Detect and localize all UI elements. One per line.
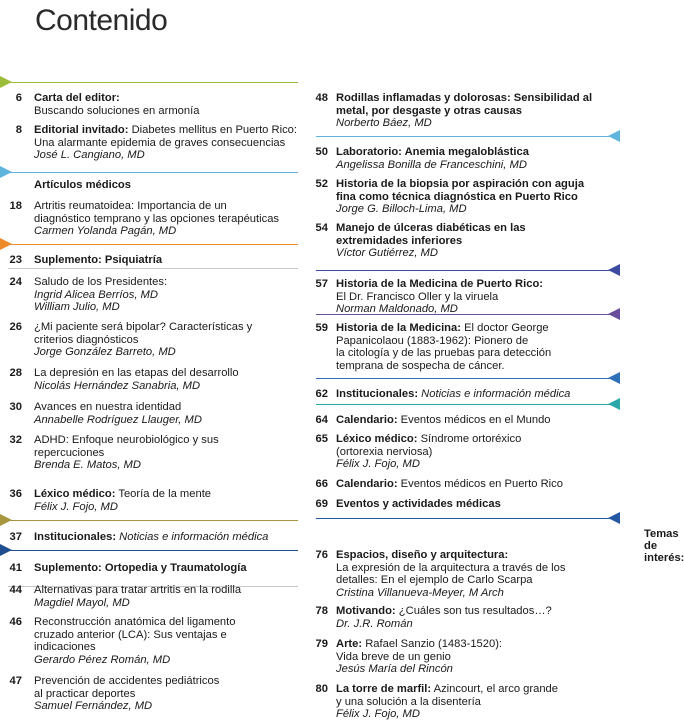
entry-author: Norman Maldonado, MD	[336, 303, 458, 316]
page-number: 76	[315, 549, 328, 561]
entry-title: diagnóstico temprano y las opciones terapéuticas	[34, 212, 280, 225]
entry-author: Ingrid Alicea Berríos, MD	[34, 288, 158, 301]
page-number: 47	[9, 675, 22, 687]
entry-author: Víctor Gutiérrez, MD	[336, 247, 438, 260]
divider-gray-1	[8, 268, 298, 269]
entry-title: cruzado anterior (LCA): Sus ventajas e	[34, 628, 227, 641]
entry-author: Jesús María del Rincón	[336, 663, 453, 676]
entry-subtitle: Diabetes mellitus en Puerto Rico:	[131, 124, 297, 136]
toc-entry[interactable]	[0, 616, 310, 668]
entry-title: Suplemento: Psiquiatría	[34, 254, 163, 266]
entry-subtitle: El Dr. Francisco Oller y la viruela	[336, 290, 499, 303]
entry-title: Rodillas inflamadas y dolorosas: Sensibilidad al	[336, 92, 593, 104]
entry-title: Espacios, diseño y arquitectura:	[336, 549, 509, 561]
entry-title: Institucionales:	[336, 388, 419, 400]
toc-entry[interactable]	[308, 433, 620, 471]
page-number: 78	[315, 605, 328, 617]
entry-author: Brenda E. Matos, MD	[34, 459, 141, 472]
toc-entry[interactable]	[308, 414, 620, 428]
toc-entry[interactable]	[0, 488, 310, 514]
page-number: 69	[315, 498, 328, 510]
entry-title: extremidades inferiores	[336, 234, 463, 247]
entry-subtitle: Papanicolaou (1883-1962): Pionero de	[336, 334, 529, 347]
entry-subtitle: detalles: En el ejemplo de Carlo Scarpa	[336, 574, 533, 587]
page-number: 48	[315, 92, 328, 104]
toc-entry[interactable]	[0, 124, 310, 164]
page-number: 80	[315, 683, 328, 695]
entry-title: Reconstrucción anatómica del ligamento	[34, 616, 236, 628]
entry-title: Eventos y actividades médicas	[336, 498, 501, 510]
page-number: 18	[9, 200, 22, 212]
toc-entry[interactable]	[308, 549, 620, 599]
toc-entry[interactable]	[308, 146, 620, 172]
entry-subtitle: Eventos médicos en Puerto Rico	[400, 478, 563, 490]
entry-title: criterios diagnósticos	[34, 333, 139, 346]
divider-right-teal	[316, 404, 620, 405]
toc-entry[interactable]	[0, 367, 310, 393]
entry-subtitle: El doctor George	[464, 322, 549, 334]
entry-author: José L. Cangiano, MD	[34, 149, 145, 162]
page-number: 46	[9, 616, 22, 628]
page-number: 65	[315, 433, 328, 445]
entry-title: Historia de la Medicina de Puerto Rico:	[336, 278, 544, 290]
entry-author: William Julio, MD	[34, 301, 120, 314]
page-number: 64	[315, 414, 328, 426]
entry-author: Félix J. Fojo, MD	[336, 708, 420, 721]
toc-entry[interactable]	[0, 200, 310, 238]
toc-entry[interactable]	[0, 92, 310, 118]
entry-title: Léxico médico:	[34, 488, 116, 500]
entry-author: Gerardo Pérez Román, MD	[34, 653, 171, 666]
entry-subtitle: Síndrome ortoréxico	[420, 433, 522, 445]
entry-subtitle: Noticias e información médica	[421, 388, 571, 400]
page-title: Contenido	[35, 4, 168, 37]
darkblue-marker-right	[608, 512, 620, 524]
divider-right-darkblue	[316, 518, 620, 519]
toc-entry[interactable]	[0, 562, 310, 576]
entry-title: Alternativas para tratar artritis en la rodilla	[34, 584, 242, 596]
page-number: 30	[9, 401, 22, 413]
entry-title: Carta del editor:	[34, 92, 120, 104]
entry-title: Motivando:	[336, 605, 396, 617]
indigo-marker-right	[608, 264, 620, 276]
entry-title: La depresión en las etapas del desarrollo	[34, 367, 239, 379]
divider-orange	[0, 244, 298, 245]
toc-entry[interactable]	[308, 388, 620, 402]
entry-title: Calendario:	[336, 414, 398, 426]
page-number: 79	[315, 638, 328, 650]
entry-title: Editorial invitado:	[34, 124, 129, 136]
page-number: 41	[9, 562, 22, 574]
entry-author: Annabelle Rodríguez Llauger, MD	[34, 413, 202, 426]
page-number: 54	[315, 222, 328, 234]
entry-title: indicaciones	[34, 641, 96, 654]
divider-right-lightblue	[316, 136, 620, 137]
toc-entry[interactable]	[308, 322, 620, 374]
page-number: 8	[15, 124, 22, 136]
section-heading: Temas de interés:	[644, 528, 684, 564]
entry-subtitle: Teoría de la mente	[118, 488, 212, 500]
entry-title: Calendario:	[336, 478, 398, 490]
entry-title: metal, por desgaste y otras causas	[336, 104, 522, 117]
entry-title: La torre de marfil:	[336, 683, 432, 695]
page-number: 24	[9, 276, 22, 288]
entry-title: Historia de la biopsia por aspiración con aguja	[336, 178, 585, 190]
page-number: 37	[9, 531, 22, 543]
entry-subtitle: Noticias e información médica	[119, 531, 269, 543]
section-heading: Artículos médicos	[34, 179, 131, 191]
entry-title: Saludo de los Presidentes:	[34, 276, 168, 288]
entry-title: fina como técnica diagnóstica en Puerto Rico	[336, 190, 578, 203]
entry-title: Manejo de úlceras diabéticas en las	[336, 222, 526, 234]
page-number: 32	[9, 434, 22, 446]
toc-entry[interactable]	[308, 605, 620, 631]
toc-entry[interactable]	[0, 254, 310, 268]
entry-subtitle: ¿Cuáles son tus resultados…?	[398, 605, 552, 617]
entry-title: Arte:	[336, 638, 363, 650]
toc-entry[interactable]	[308, 638, 620, 676]
page-number: 62	[315, 388, 328, 400]
divider-green	[0, 82, 298, 83]
page-number: 23	[9, 254, 22, 266]
entry-author: Norberto Báez, MD	[336, 117, 432, 130]
entry-title: Historia de la Medicina:	[336, 322, 461, 334]
page-number: 66	[315, 478, 328, 490]
toc-entry[interactable]	[0, 675, 310, 713]
entry-subtitle: Buscando soluciones en armonía	[34, 104, 200, 117]
page-number: 57	[315, 278, 328, 290]
toc-entry[interactable]	[0, 276, 310, 314]
toc-entry[interactable]	[0, 584, 310, 610]
divider-navy	[0, 550, 298, 551]
divider-right-blue	[316, 378, 620, 379]
divider-lightblue	[0, 172, 298, 173]
entry-title: al practicar deportes	[34, 687, 136, 700]
entry-author: Magdiel Mayol, MD	[34, 596, 130, 609]
toc-entry[interactable]	[308, 92, 620, 130]
entry-title: Artritis reumatoidea: Importancia de un	[34, 200, 227, 212]
toc-entry[interactable]	[0, 321, 310, 359]
page-number: 52	[315, 178, 328, 190]
entry-title: Suplemento: Ortopedia y Traumatología	[34, 562, 247, 574]
page-number: 50	[315, 146, 328, 158]
toc-entry[interactable]	[308, 178, 620, 216]
entry-title: Léxico médico:	[336, 433, 418, 445]
entry-subtitle: Vida breve de un genio	[336, 650, 451, 663]
entry-author: Jorge González Barreto, MD	[34, 346, 176, 359]
entry-subtitle: y una solución a la disentería	[336, 695, 481, 708]
entry-title: Institucionales:	[34, 531, 117, 543]
entry-subtitle: (ortorexia nerviosa)	[336, 445, 433, 458]
entry-subtitle: La expresión de la arquitectura a través de los	[336, 561, 566, 574]
toc-entry[interactable]	[0, 531, 310, 545]
divider-olive	[0, 520, 298, 521]
page-number: 28	[9, 367, 22, 379]
entry-author: Cristina Villanueva-Meyer, M Arch	[336, 586, 504, 599]
entry-subtitle: Eventos médicos en el Mundo	[400, 414, 551, 426]
entry-subtitle: Una alarmante epidemia de graves consecuencias	[34, 136, 286, 149]
entry-title: Laboratorio: Anemia megaloblástica	[336, 146, 529, 158]
entry-subtitle: Rafael Sanzio (1483-1520):	[365, 638, 503, 650]
page-number: 36	[9, 488, 22, 500]
entry-title: ADHD: Enfoque neurobiológico y sus	[34, 434, 219, 446]
toc-entry[interactable]	[308, 683, 620, 721]
entry-author: Félix J. Fojo, MD	[34, 500, 118, 513]
entry-title: ¿Mi paciente será bipolar? Características y	[34, 321, 253, 333]
toc-entry[interactable]	[308, 498, 620, 512]
entry-author: Jorge G. Billoch-Lima, MD	[336, 203, 467, 216]
entry-author: Carmen Yolanda Pagán, MD	[34, 225, 177, 238]
entry-subtitle: Azincourt, el arco grande	[433, 683, 558, 695]
toc-entry[interactable]	[308, 278, 620, 316]
toc-entry[interactable]	[0, 434, 310, 472]
lightblue-marker-right	[608, 130, 620, 142]
entry-author: Angelissa Bonilla de Franceschini, MD	[336, 158, 527, 171]
toc-entry[interactable]	[308, 222, 620, 260]
entry-subtitle: temprana de sospecha de cáncer.	[336, 359, 505, 372]
toc-entry[interactable]	[0, 401, 310, 427]
entry-author: Félix J. Fojo, MD	[336, 458, 420, 471]
entry-author: Nicolás Hernández Sanabria, MD	[34, 379, 201, 392]
page-number: 6	[15, 92, 22, 104]
entry-author: Samuel Fernández, MD	[34, 700, 153, 713]
entry-title: Prevención de accidentes pediátricos	[34, 675, 220, 687]
page-number: 44	[9, 584, 22, 596]
toc-entry[interactable]	[308, 478, 620, 492]
entry-title: Avances en nuestra identidad	[34, 401, 182, 413]
entry-subtitle: la citología y de las pruebas para detección	[336, 347, 552, 360]
entry-title: repercuciones	[34, 446, 105, 459]
page-number: 26	[9, 321, 22, 333]
page-number: 59	[315, 322, 328, 334]
divider-right-indigo	[316, 270, 620, 271]
entry-author: Dr. J.R. Román	[336, 617, 413, 630]
